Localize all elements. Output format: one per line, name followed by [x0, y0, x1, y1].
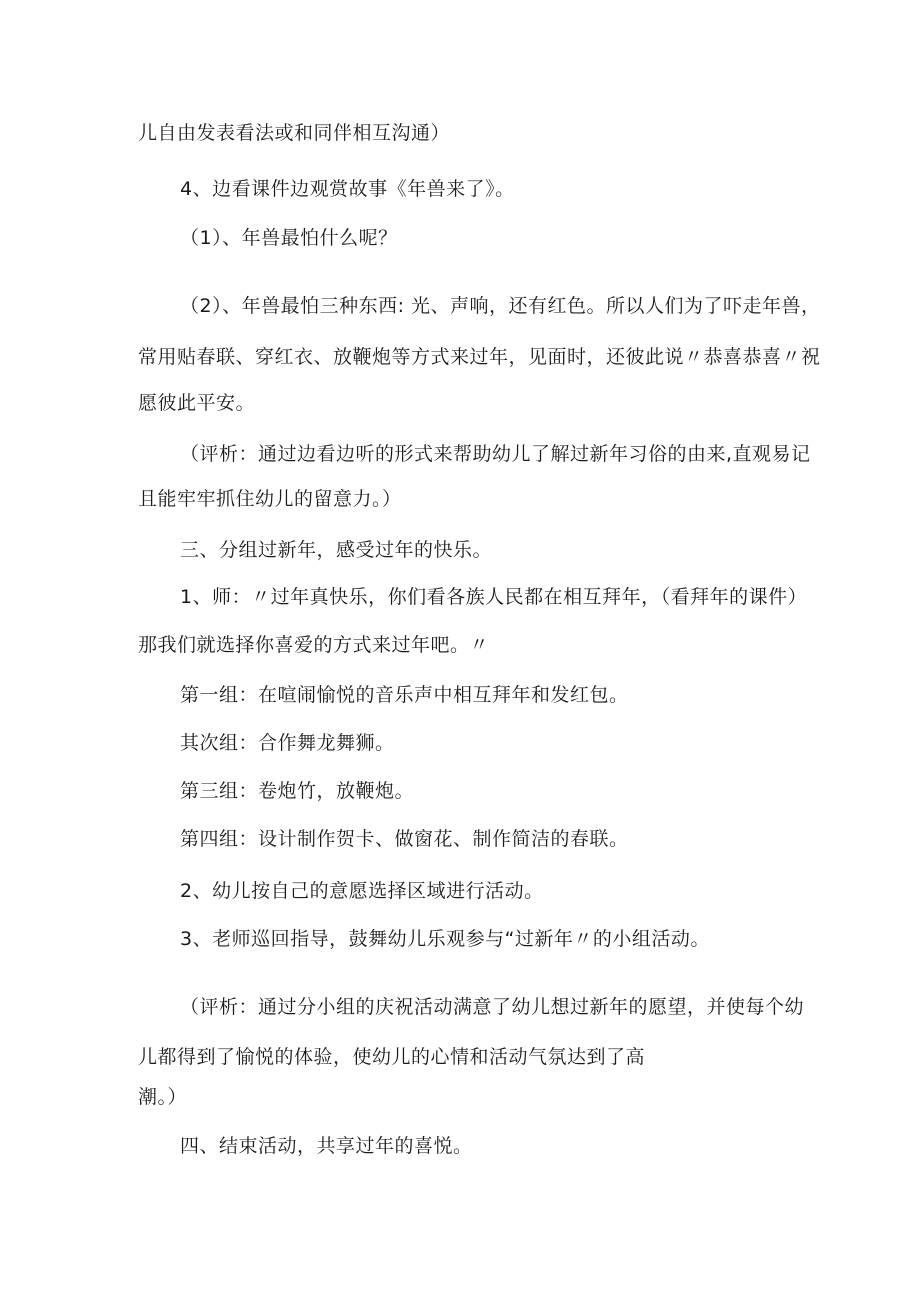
text-line: 那我们就选择你喜爱的方式来过年吧。〃 [138, 634, 490, 656]
text-line: 3、老师巡回指导，鼓舞幼儿乐观参与“过新年〃的小组活动。 [180, 928, 710, 950]
text-line: 第一组：在喧闹愉悦的音乐声中相互拜年和发红包。 [180, 684, 629, 706]
text-line: （评析：通过分小组的庆祝活动满意了幼儿想过新年的愿望，并使每个幼 [180, 996, 805, 1018]
text-line: 儿都得到了愉悦的体验，使幼儿的心情和活动气氛达到了高 [138, 1046, 646, 1068]
text-line: 愿彼此平安。 [138, 392, 256, 414]
text-line: 4、边看课件边观赏故事《年兽来了》。 [180, 178, 515, 200]
text-line: 且能牢牢抓住幼儿的留意力。） [138, 488, 402, 510]
text-line: （1）、年兽最怕什么呢？ [180, 227, 398, 249]
text-line: （2）、年兽最怕三种东西: 光、声响，还有红色。所以人们为了吓走年兽， [180, 295, 821, 317]
text-line: 四、结束活动，共享过年的喜悦。 [180, 1135, 473, 1157]
text-line: 儿自由发表看法或和同伴相互沟通） [138, 122, 451, 144]
text-line: 三、分组过新年，感受过年的快乐。 [180, 539, 493, 561]
text-line: 潮。） [138, 1086, 188, 1108]
text-line: （评析：通过边看边听的形式来帮助幼儿了解过新年习俗的由来,直观易记 [180, 443, 811, 465]
text-line: 2、幼儿按自己的意愿选择区域进行活动。 [180, 880, 544, 902]
text-line: 第三组：卷炮竹，放鞭炮。 [180, 780, 415, 802]
text-line: 常用贴春联、穿红衣、放鞭炮等方式来过年，见面时，还彼此说〃恭喜恭喜〃祝 [138, 346, 821, 368]
text-line: 其次组：合作舞龙舞狮。 [180, 732, 395, 754]
text-line: 第四组：设计制作贺卡、做窗花、制作简洁的春联。 [180, 828, 629, 850]
text-line: 1、师：〃过年真快乐，你们看各族人民都在相互拜年，（看拜年的课件） [180, 586, 808, 608]
